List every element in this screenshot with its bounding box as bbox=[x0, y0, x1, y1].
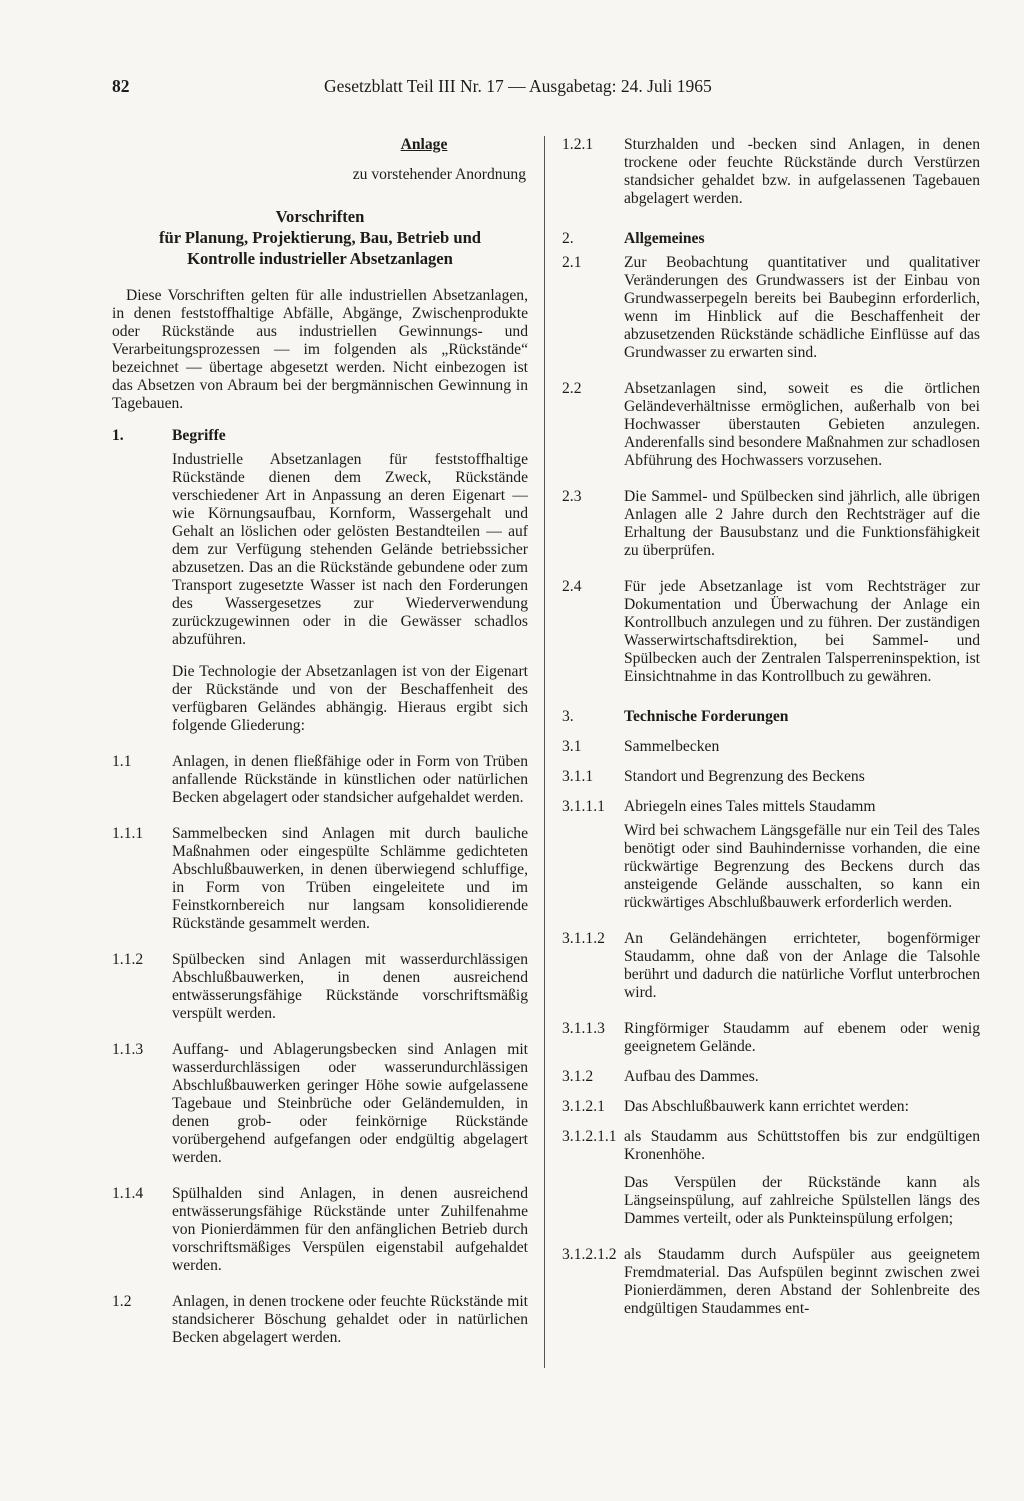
clause-2-2 bbox=[562, 380, 980, 470]
right-column bbox=[562, 136, 980, 1318]
clause-number: 2.4 bbox=[562, 578, 582, 595]
clause-1-1-4 bbox=[112, 1185, 528, 1275]
clause-text: als Staudamm durch Aufspüler aus geeignetem Fremdmaterial. Das Aufspülen beginnt zwischen zwei Pionierdämmen, deren Abstand der Sohlenbreite des endgültigen Staudammes ent- bbox=[624, 1246, 980, 1317]
clause-number: 3.1 bbox=[562, 738, 582, 755]
clause-text: Ringförmiger Staudamm auf ebenem oder wenig geeignetem Gelände. bbox=[624, 1020, 980, 1055]
section-number: 3. bbox=[562, 708, 574, 725]
clause-text: Anlagen, in denen trockene oder feuchte Rückstände mit standsicherer Böschung gehaldet oder in natürlichen Becken abgelagert werden. bbox=[172, 1293, 528, 1346]
section-3-heading bbox=[562, 708, 980, 726]
clause-text: Für jede Absetzanlage ist vom Rechtsträger zur Dokumentation und Überwachung der Anlage ein Kontrollbuch anzulegen und zu führen. Der zuständigen Wasserwirtschaftsdirektion, bei Sammel- und Spülbecken auch der Zentralen Talsperreninspektion, ist Einsichtnahme in das Kontrollbuch zu gewähren. bbox=[624, 578, 980, 685]
clause-1-1-1 bbox=[112, 825, 528, 933]
clause-3-1-1-1-paragraph: Wird bei schwachem Längsgefälle nur ein Teil des Tales benötigt oder sind Bauhindernisse vorhanden, die eine rückwärtige Begrenzung des Beckens durch das ansteigende Gelände ausschalten, so kann ein rückwärtiges Abschlußbauwerk erforderlich werden. bbox=[624, 822, 980, 911]
clause-text: Absetzanlagen sind, soweit es die örtlichen Geländeverhältnisse ermöglichen, außerhalb von bei Hochwasser überstauten Gebieten anzulegen. Anderenfalls sind besondere Maßnahmen zur schadlosen Abführung des Hochwassers vorzusehen. bbox=[624, 380, 980, 469]
clause-number: 1.1.3 bbox=[112, 1041, 144, 1058]
clause-2-4 bbox=[562, 578, 980, 686]
clause-number: 3.1.2.1 bbox=[562, 1098, 605, 1115]
clause-text: Das Abschlußbauwerk kann errichtet werden: bbox=[624, 1098, 909, 1115]
title-line-2: für Planung, Projektierung, Bau, Betrieb und bbox=[158, 228, 482, 247]
section-number: 2. bbox=[562, 230, 574, 247]
clause-number: 1.1.1 bbox=[112, 825, 144, 842]
document-title bbox=[112, 206, 528, 269]
clause-3-1-2-1-1-paragraph: Das Verspülen der Rückstände kann als Längseinspülung, auf zahlreiche Spülstellen längs des Dammes verteilt, oder als Punkteinspülung erfolgen; bbox=[624, 1174, 980, 1227]
clause-3-1-2-1 bbox=[562, 1098, 980, 1116]
section-1-paragraph-2: Die Technologie der Absetzanlagen ist von der Eigenart der Rückstände und von der Beschaffenheit des verfügbaren Geländes abhängig. Hieraus ergibt sich folgende Gliederung: bbox=[172, 663, 528, 734]
clause-text: Sammelbecken sind Anlagen mit durch bauliche Maßnahmen oder eingespülte Schlämme gedichteten Abschlußbauwerken, in denen überwiegend schluffige, in Form von Trüben eingeleitete und im Feinstkornbereich nur langsam konsolidierende Rückstände gesammelt werden. bbox=[172, 825, 528, 932]
section-2-heading bbox=[562, 230, 980, 248]
clause-text: Auffang- und Ablagerungsbecken sind Anlagen mit wasserdurchlässigen oder wasserundurchlässigen Abschlußbauwerken geringer Höhe sowie aufgelassene Tagebaue und Steinbrüche oder Geländemulden, in denen grob- oder feinkörnige Rückstände vorübergehend aufgefangen oder endgültig abgelagert werden. bbox=[172, 1041, 528, 1166]
clause-number: 1.2 bbox=[112, 1293, 132, 1310]
clause-3-1-1-1 bbox=[562, 798, 980, 816]
clause-3-1-2-1-1 bbox=[562, 1128, 980, 1164]
column-divider bbox=[544, 136, 545, 1368]
clause-3-1-1 bbox=[562, 768, 980, 786]
clause-text: Sammelbecken bbox=[624, 738, 720, 755]
clause-text: als Staudamm aus Schüttstoffen bis zur endgültigen Kronenhöhe. bbox=[624, 1128, 980, 1163]
clause-text: Zur Beobachtung quantitativer und qualitativer Veränderungen des Grundwassers ist der Einbau von Grundwasserpegeln bereits bei Baubeginn erforderlich, wenn im Hinblick auf die Beschaffenheit der abzusetzenden Rückstände schädliche Einflüsse auf das Grundwasser zu erwarten sind. bbox=[624, 254, 980, 361]
clause-text: Spülhalden sind Anlagen, in denen ausreichend entwässerungsfähige Rückstände unter Zuhilfenahme von Pionierdämmen für den anfänglichen Betrieb durch vorschriftsmäßiges Verspülen eigenstabil aufgehaldet werden. bbox=[172, 1185, 528, 1274]
clause-1-1 bbox=[112, 753, 528, 807]
clause-text: Spülbecken sind Anlagen mit wasserdurchlässigen Abschlußbauwerken, in denen ausreichend entwässerungsfähige Rückstände vorschriftsmäßig verspült werden. bbox=[172, 951, 528, 1022]
anlage-title: Anlage bbox=[400, 136, 448, 153]
title-line-1: Vorschriften bbox=[275, 207, 365, 226]
section-heading: Technische Forderungen bbox=[624, 708, 789, 725]
page-header bbox=[112, 76, 982, 106]
intro-paragraph: Diese Vorschriften gelten für alle industriellen Absetzanlagen, in denen feststoffhaltige Abfälle, Abgänge, Zwischenprodukte oder Rückstände aus industriellen Gewinnungs- und Verarbeitungsprozessen — im folgenden als „Rückstände“ bezeichnet — übertage abgesetzt werden. Nicht einbezogen ist das Absetzen von Abraum bei der bergmännischen Gewinnung in Tagebauen. bbox=[112, 287, 528, 412]
clause-text: Abriegeln eines Tales mittels Staudamm bbox=[624, 798, 876, 815]
clause-2-1 bbox=[562, 254, 980, 362]
page-number: 82 bbox=[112, 76, 130, 96]
clause-number: 2.2 bbox=[562, 380, 582, 397]
clause-number: 3.1.2.1.1 bbox=[562, 1128, 617, 1145]
clause-text: Aufbau des Dammes. bbox=[624, 1068, 759, 1085]
clause-number: 3.1.1 bbox=[562, 768, 594, 785]
clause-1-1-3 bbox=[112, 1041, 528, 1167]
clause-text: Die Sammel- und Spülbecken sind jährlich, alle übrigen Anlagen alle 2 Jahre durch den Rechtsträger auf die Erhaltung der Bausubstanz und die Funktionsfähigkeit zu überprüfen. bbox=[624, 488, 980, 559]
clause-number: 3.1.2 bbox=[562, 1068, 594, 1085]
clause-number: 3.1.1.3 bbox=[562, 1020, 605, 1037]
left-column bbox=[112, 136, 528, 1347]
section-number: 1. bbox=[112, 427, 124, 444]
section-1-paragraph-1: Industrielle Absetzanlagen für feststoffhaltige Rückstände dienen dem Zweck, Rückstände verschiedener Art in Anpassung an deren Eigenart — wie Körnungsaufbau, Kornform, Wassergehalt und Gehalt an löslichen oder gelösten Bestandteilen — auf dem zur Verfügung stehenden Gelände betriebssicher abzusetzen. Das an die Rückstände gebundene oder zum Transport zugesetzte Wasser ist nach den Forderungen des Wassergesetzes zur Wiederverwendung zurückzugewinnen oder in die Gewässer schadlos abzuführen. bbox=[172, 451, 528, 648]
clause-3-1-1-2 bbox=[562, 930, 980, 1002]
clause-text: Sturzhalden und -becken sind Anlagen, in denen trockene oder feuchte Rückstände durch Verstürzen standsicher gehaldet bzw. in aufgelassenen Tagebauen abgelagert werden. bbox=[624, 136, 980, 207]
section-heading: Allgemeines bbox=[624, 230, 705, 247]
clause-1-2-1 bbox=[562, 136, 980, 208]
section-heading: Begriffe bbox=[172, 427, 226, 444]
clause-3-1-1-3 bbox=[562, 1020, 980, 1056]
clause-1-2 bbox=[112, 1293, 528, 1347]
clause-number: 1.2.1 bbox=[562, 136, 594, 153]
clause-3-1 bbox=[562, 738, 980, 756]
anlage-subtitle: zu vorstehender Anordnung bbox=[352, 166, 526, 183]
title-line-3: Kontrolle industrieller Absetzanlagen bbox=[187, 249, 453, 268]
clause-number: 3.1.1.2 bbox=[562, 930, 605, 947]
clause-3-1-2-1-2 bbox=[562, 1246, 980, 1318]
clause-1-1-2 bbox=[112, 951, 528, 1023]
clause-number: 2.3 bbox=[562, 488, 582, 505]
clause-number: 3.1.1.1 bbox=[562, 798, 605, 815]
clause-text: Standort und Begrenzung des Beckens bbox=[624, 768, 865, 785]
clause-2-3 bbox=[562, 488, 980, 560]
clause-3-1-2 bbox=[562, 1068, 980, 1086]
clause-text: Anlagen, in denen fließfähige oder in Form von Trüben anfallende Rückstände in künstlichen oder natürlichen Becken abgelagert oder standsicher aufgehaldet werden. bbox=[172, 753, 528, 806]
clause-number: 2.1 bbox=[562, 254, 582, 271]
clause-number: 1.1 bbox=[112, 753, 132, 770]
section-1-heading bbox=[112, 427, 528, 445]
running-head: Gesetzblatt Teil III Nr. 17 — Ausgabetag: 24. Juli 1965 bbox=[324, 76, 712, 96]
clause-text: An Geländehängen errichteter, bogenförmiger Staudamm, ohne daß von der Anlage die Talsohle berührt und dadurch die natürliche Vorflut unterbrochen wird. bbox=[624, 930, 980, 1001]
clause-number: 1.1.4 bbox=[112, 1185, 144, 1202]
clause-number: 1.1.2 bbox=[112, 951, 144, 968]
clause-number: 3.1.2.1.2 bbox=[562, 1246, 617, 1263]
